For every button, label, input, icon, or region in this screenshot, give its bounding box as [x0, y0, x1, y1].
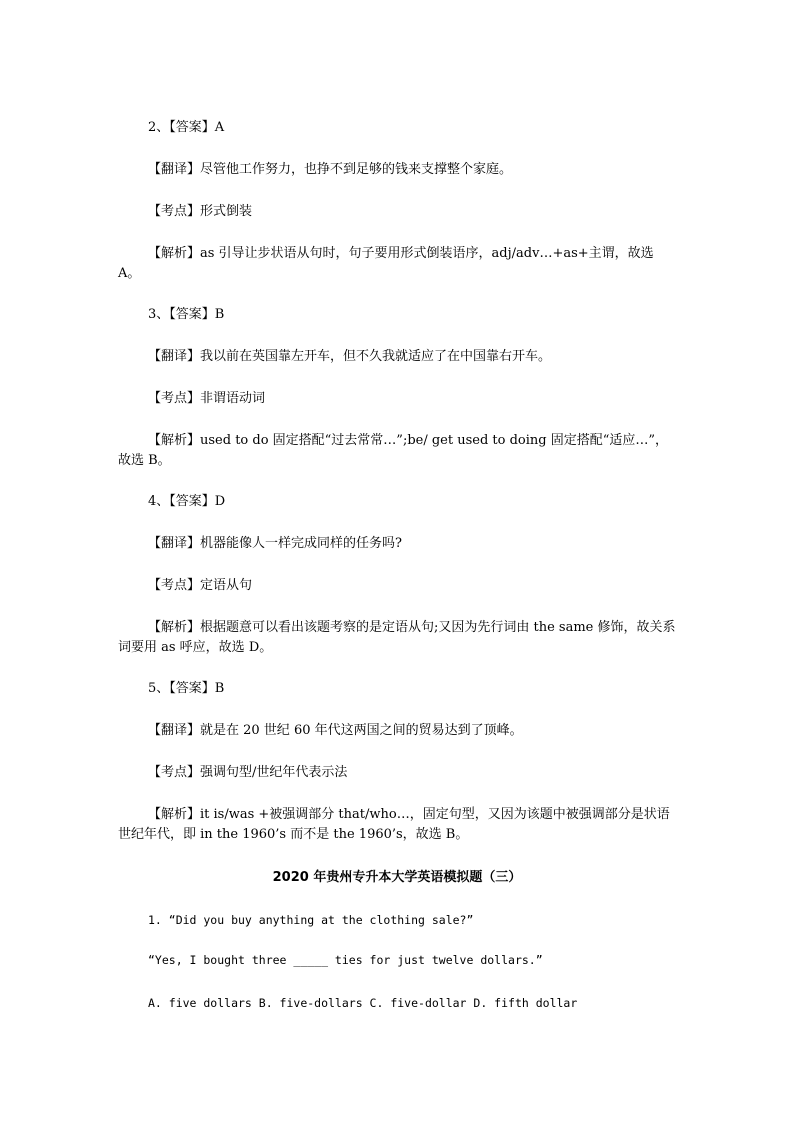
answer-4: 4、【答案】D: [148, 494, 226, 509]
answer-3: 3、【答案】B: [148, 307, 225, 322]
section-title: 2020 年贵州专升本大学英语模拟题（三）: [272, 870, 522, 885]
translation-2: 【翻译】尽管他工作努力，也挣不到足够的钱来支撑整个家庭。: [148, 162, 513, 177]
point-3: 【考点】非谓语动词: [148, 391, 266, 406]
analysis-4: 【解析】根据题意可以看出该题考察的是定语从句;又因为先行词由 the same 修饰，故关系词要用 as 呼应，故选 D。: [118, 620, 676, 655]
question-stem: 1. “Did you buy anything at the clothing sale?”: [148, 913, 474, 927]
question-reply: “Yes, I bought three _____ ties for just twelve dollars.”: [148, 953, 543, 967]
point-4: 【考点】定语从句: [148, 578, 253, 593]
analysis-2: 【解析】as 引导让步状语从句时，句子要用形式倒装语序，adj/adv…+as+主谓，故选 A。: [118, 246, 654, 281]
answer-5: 5、【答案】B: [148, 681, 225, 696]
answer-2: 2、【答案】A: [148, 120, 225, 135]
analysis-3: 【解析】used to do 固定搭配“过去常常…”;be/ get used to doing 固定搭配“适应…”，故选 B。: [118, 433, 669, 468]
translation-3: 【翻译】我以前在英国靠左开车，但不久我就适应了在中国靠右开车。: [148, 349, 552, 364]
analysis-5: 【解析】it is/was +被强调部分 that/who…，固定句型，又因为该题中被强调部分是状语世纪年代，即 in the 1960’s 而不是 the 1960’s，故选 B。: [118, 807, 670, 842]
translation-5: 【翻译】就是在 20 世纪 60 年代这两国之间的贸易达到了顶峰。: [148, 723, 523, 738]
point-2: 【考点】形式倒装: [148, 204, 253, 219]
point-5: 【考点】强调句型/世纪年代表示法: [148, 765, 348, 780]
question-options: A. five dollars B. five-dollars C. five-dollar D. fifth dollar: [148, 996, 578, 1010]
translation-4: 【翻译】机器能像人一样完成同样的任务吗?: [148, 536, 402, 551]
